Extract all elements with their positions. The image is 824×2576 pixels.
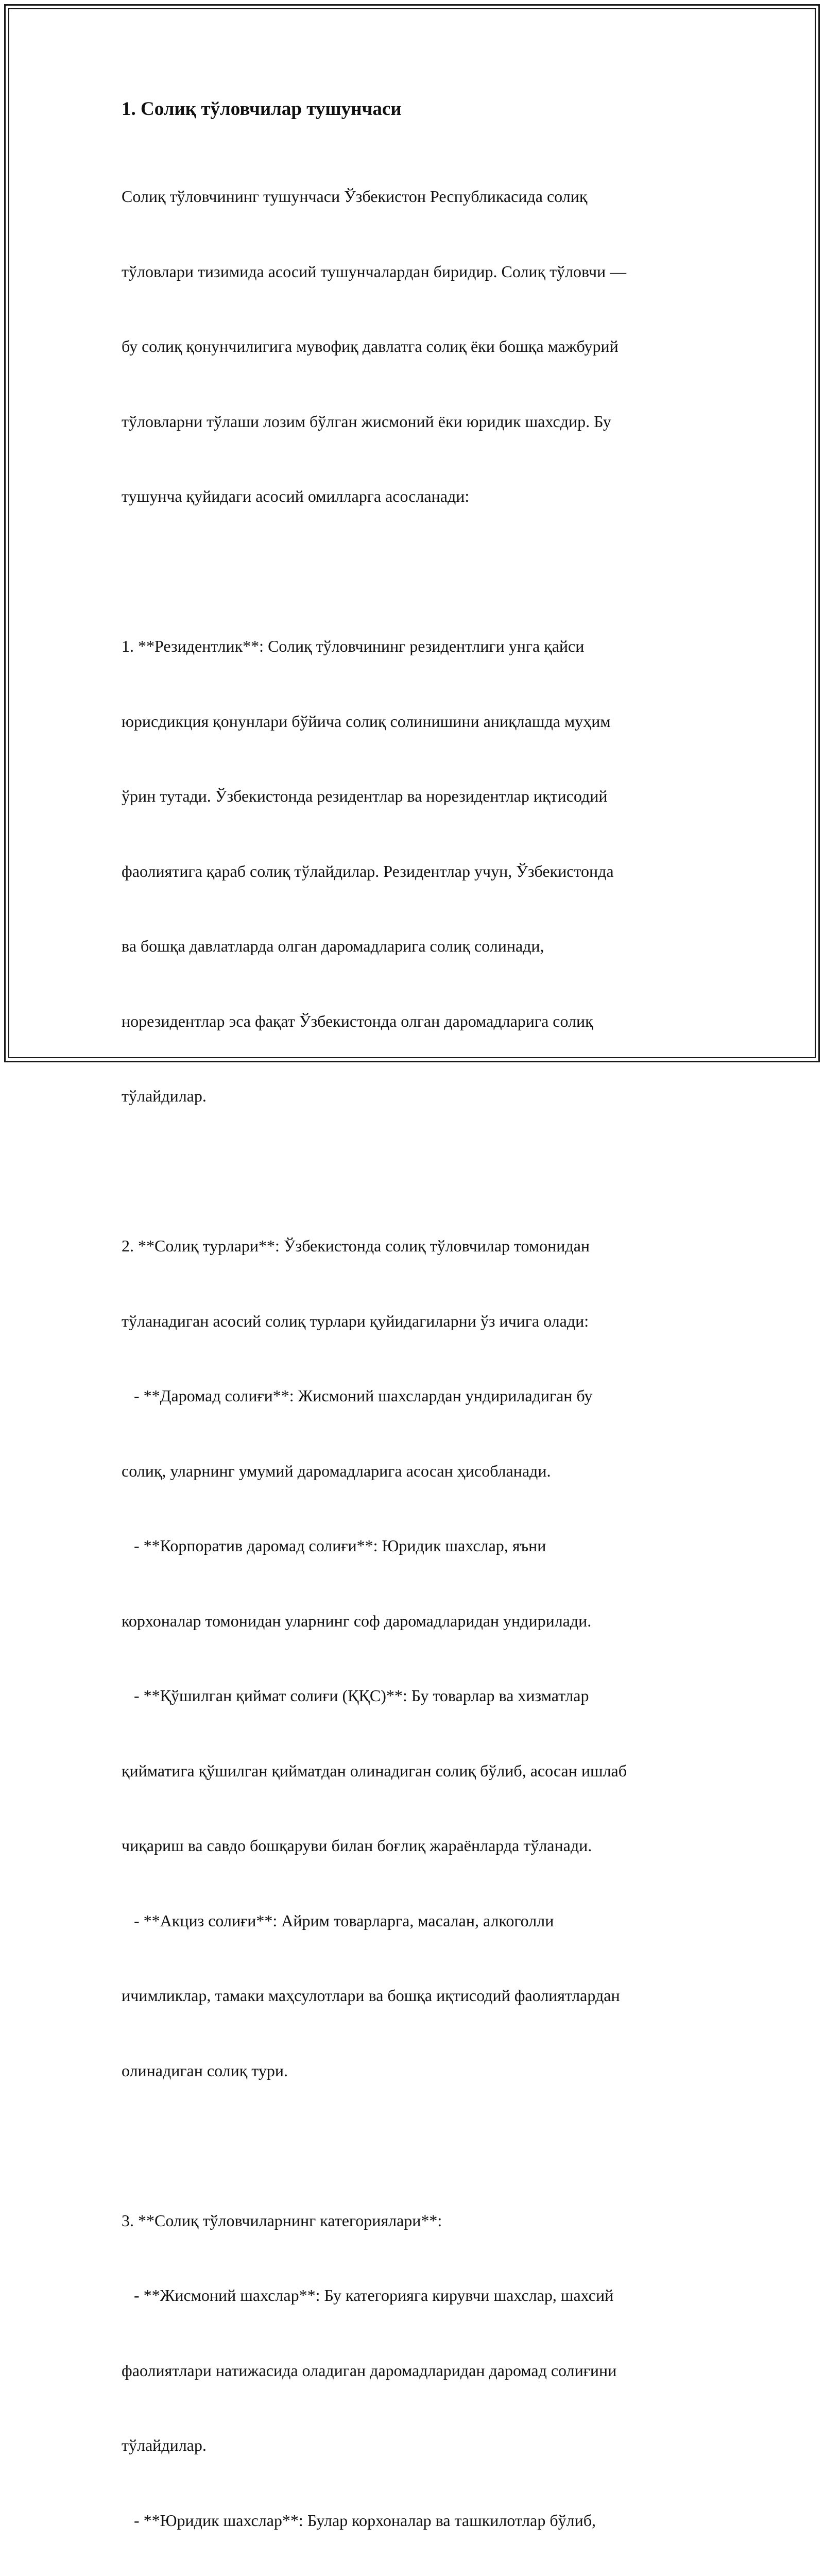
paragraph-spacer [122,2133,714,2158]
section1-line: 1. **Резидентлик**: Солиқ тўловчининг резидентлиги унга қайси [122,634,714,659]
section1-line: ўрин тутади. Ўзбекистонда резидентлар ва норезидентлар иқтисодий [122,784,714,809]
intro-line: тушунча қуйидаги асосий омилларга асосланади: [122,484,714,509]
paragraph-spacer [122,559,714,584]
section3-line: - **Юридик шахслар**: Булар корхоналар ва ташкилотлар бўлиб, [122,2508,714,2533]
section2-line: чиқариш ва савдо бошқаруви билан боғлиқ жараёнларда тўланади. [122,1833,714,1858]
section2-line: корхоналар томонидан уларнинг соф даромадларидан ундирилади. [122,1608,714,1634]
section-categories [122,2158,714,2576]
section2-line: - **Акциз солиғи**: Айрим товарларга, масалан, алкоголли [122,1908,714,1934]
intro-line: бу солиқ қонунчилигига мувофиқ давлатга солиқ ёки бошқа мажбурий [122,334,714,359]
section3-line: 3. **Солиқ тўловчиларнинг категориялари**: [122,2208,714,2233]
section3-line: - **Жисмоний шахслар**: Бу категорияга кирувчи шахслар, шахсий [122,2283,714,2308]
section1-line: юрисдикция қонунлари бўйича солиқ солинишини аниқлашда муҳим [122,709,714,734]
section3-line: фаолиятлари натижасида оладиган даромадларидан даромад солиғини [122,2358,714,2383]
section2-line: олинадиган солиқ тури. [122,2058,714,2083]
section2-line: тўланадиган асосий солиқ турлари қуйидагиларни ўз ичига олади: [122,1309,714,1334]
section2-line: - **Қўшилган қиймат солиғи (ҚҚС)**: Бу товарлар ва хизматлар [122,1683,714,1708]
intro-line: Солиқ тўловчининг тушунчаси Ўзбекистон Республикасида солиқ [122,184,714,209]
section1-line: тўлайдилар. [122,1083,714,1109]
section2-line: 2. **Солиқ турлари**: Ўзбекистонда солиқ тўловчилар томонидан [122,1233,714,1259]
document-title: 1. Солиқ тўловчилар тушунчаси [122,97,714,122]
section2-line: ичимликлар, тамаки маҳсулотлари ва бошқа иқтисодий фаолиятлардан [122,1983,714,2008]
intro-paragraph [122,134,714,559]
section-tax-types [122,1183,714,2133]
section1-line: фаолиятига қараб солиқ тўлайдилар. Резидентлар учун, Ўзбекистонда [122,859,714,884]
section2-line: қийматига қўшилган қийматдан олинадиган солиқ бўлиб, асосан ишлаб [122,1758,714,1784]
section2-line: - **Даромад солиғи**: Жисмоний шахслардан ундириладиган бу [122,1383,714,1409]
section2-line: - **Корпоратив даромад солиғи**: Юридик шахслар, яъни [122,1533,714,1558]
section2-line: солиқ, уларнинг умумий даромадларига асосан ҳисобланади. [122,1459,714,1484]
intro-line: тўловлари тизимида асосий тушунчалардан биридир. Солиқ тўловчи — [122,259,714,284]
section1-line: норезидентлар эса фақат Ўзбекистонда олган даромадларига солиқ [122,1009,714,1034]
section1-line: ва бошқа давлатларда олган даромадларига солиқ солинади, [122,934,714,959]
section-residency [122,584,714,1159]
paragraph-spacer [122,1159,714,1184]
section3-line: тўлайдилар. [122,2433,714,2458]
document-body [122,97,714,2576]
intro-line: тўловларни тўлаши лозим бўлган жисмоний ёки юридик шахсдир. Бу [122,409,714,434]
